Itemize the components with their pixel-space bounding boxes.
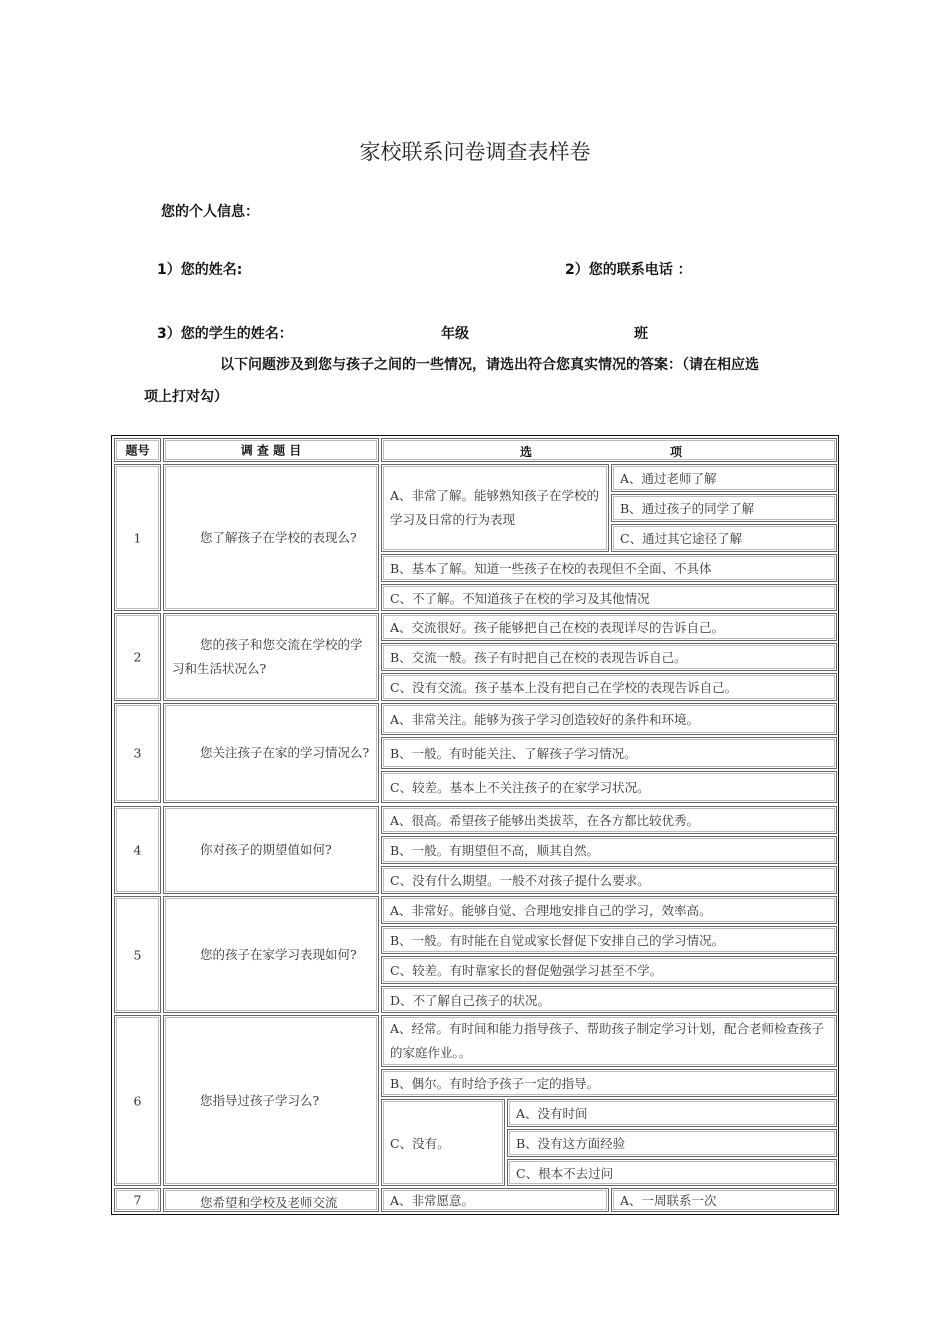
phone-label: 2）您的联系电话 ：: [565, 262, 692, 278]
q3-option-c[interactable]: C、较差。基本上不关注孩子的在家学习状况。: [381, 771, 837, 803]
q1-question: 您了解孩子在学校的表现么?: [163, 464, 379, 611]
q6-number: 6: [114, 1015, 161, 1186]
instruction-line-2: 项上打对勾）: [144, 389, 228, 405]
header-no: 题号: [114, 438, 161, 462]
q5-number: 5: [114, 896, 161, 1013]
q3-number: 3: [114, 703, 161, 803]
q7-number: 7: [114, 1188, 161, 1212]
q6-option-c-sub-2[interactable]: B、没有这方面经验: [507, 1129, 837, 1157]
q3-question: 您关注孩子在家的学习情况么?: [163, 703, 379, 803]
q3-option-a[interactable]: A、非常关注。能够为孩子学习创造较好的条件和环境。: [381, 703, 837, 735]
q5-option-c[interactable]: C、较差。有时靠家长的督促勉强学习甚至不学。: [381, 956, 837, 984]
q6-option-a[interactable]: A、经常。有时间和能力指导孩子、帮助孩子制定学习计划，配合老师检查孩子的家庭作业。。: [381, 1015, 837, 1067]
q1-number: 1: [114, 464, 161, 611]
q1-option-b[interactable]: B、基本了解。知道一些孩子在校的表现但不全面、不具体: [381, 554, 837, 582]
q1-option-a[interactable]: A、非常了解。能够熟知孩子在学校的学习及日常的行为表现: [381, 464, 609, 552]
q1-option-c[interactable]: C、不了解。不知道孩子在校的学习及其他情况: [381, 584, 837, 611]
q2-option-b[interactable]: B、交流一般。孩子有时把自己在校的表现告诉自己。: [381, 643, 837, 671]
q6-option-b[interactable]: B、偶尔。有时给予孩子一定的指导。: [381, 1069, 837, 1097]
q6-question: 您指导过孩子学习么?: [163, 1015, 379, 1186]
q7-option-a-sub-1[interactable]: A、一周联系一次: [611, 1188, 837, 1212]
q7-option-a[interactable]: A、非常愿意。: [381, 1188, 609, 1212]
q3-option-b[interactable]: B、一般。有时能关注、了解孩子学习情况。: [381, 737, 837, 769]
personal-info-heading: 您的个人信息：: [161, 204, 259, 220]
q4-option-a[interactable]: A、很高。希望孩子能够出类拔萃，在各方都比较优秀。: [381, 806, 837, 834]
q2-option-a[interactable]: A、交流很好。孩子能够把自己在校的表现详尽的告诉自己。: [381, 613, 837, 641]
q1-option-a-sub-3[interactable]: C、通过其它途径了解: [611, 524, 837, 552]
q2-option-c[interactable]: C、没有交流。孩子基本上没有把自己在学校的表现告诉自己。: [381, 673, 837, 701]
q5-question: 您的孩子在家学习表现如何?: [163, 896, 379, 1013]
q5-option-b[interactable]: B、一般。有时能在自觉或家长督促下安排自己的学习情况。: [381, 926, 837, 954]
name-label: 1）您的姓名:: [157, 262, 243, 278]
q1-option-a-sub-1[interactable]: A、通过老师了解: [611, 464, 837, 492]
q2-question: 您的孩子和您交流在学校的学习和生活状况么?: [163, 613, 379, 701]
student-name-label: 3）您的学生的姓名：: [157, 326, 293, 342]
instruction-line-1: 以下问题涉及到您与孩子之间的一些情况，请选出符合您真实情况的答案：（请在相应选: [220, 357, 759, 373]
class-label: 班: [634, 326, 648, 342]
q5-option-a[interactable]: A、非常好。能够自觉、合理地安排自己的学习，效率高。: [381, 896, 837, 924]
q4-option-b[interactable]: B、一般。有期望但不高，顺其自然。: [381, 836, 837, 864]
q1-option-a-sub-2[interactable]: B、通过孩子的同学了解: [611, 494, 837, 522]
q4-number: 4: [114, 806, 161, 894]
header-options: 选 项: [381, 438, 837, 462]
q6-option-c-sub-3[interactable]: C、根本不去过问: [507, 1159, 837, 1186]
grade-label: 年级: [441, 326, 469, 342]
q4-question: 你对孩子的期望值如何?: [163, 806, 379, 894]
q6-option-c-sub-1[interactable]: A、没有时间: [507, 1099, 837, 1127]
q7-question: 您希望和学校及老师交流: [163, 1188, 379, 1212]
survey-table: [111, 435, 839, 1215]
q2-number: 2: [114, 613, 161, 701]
q6-option-c[interactable]: C、没有。: [381, 1099, 505, 1186]
q5-option-d[interactable]: D、不了解自己孩子的状况。: [381, 986, 837, 1013]
q4-option-c[interactable]: C、没有什么期望。一般不对孩子提什么要求。: [381, 866, 837, 894]
header-question: 调 查 题 目: [163, 438, 379, 462]
page-title: 家校联系问卷调查表样卷: [359, 140, 591, 164]
